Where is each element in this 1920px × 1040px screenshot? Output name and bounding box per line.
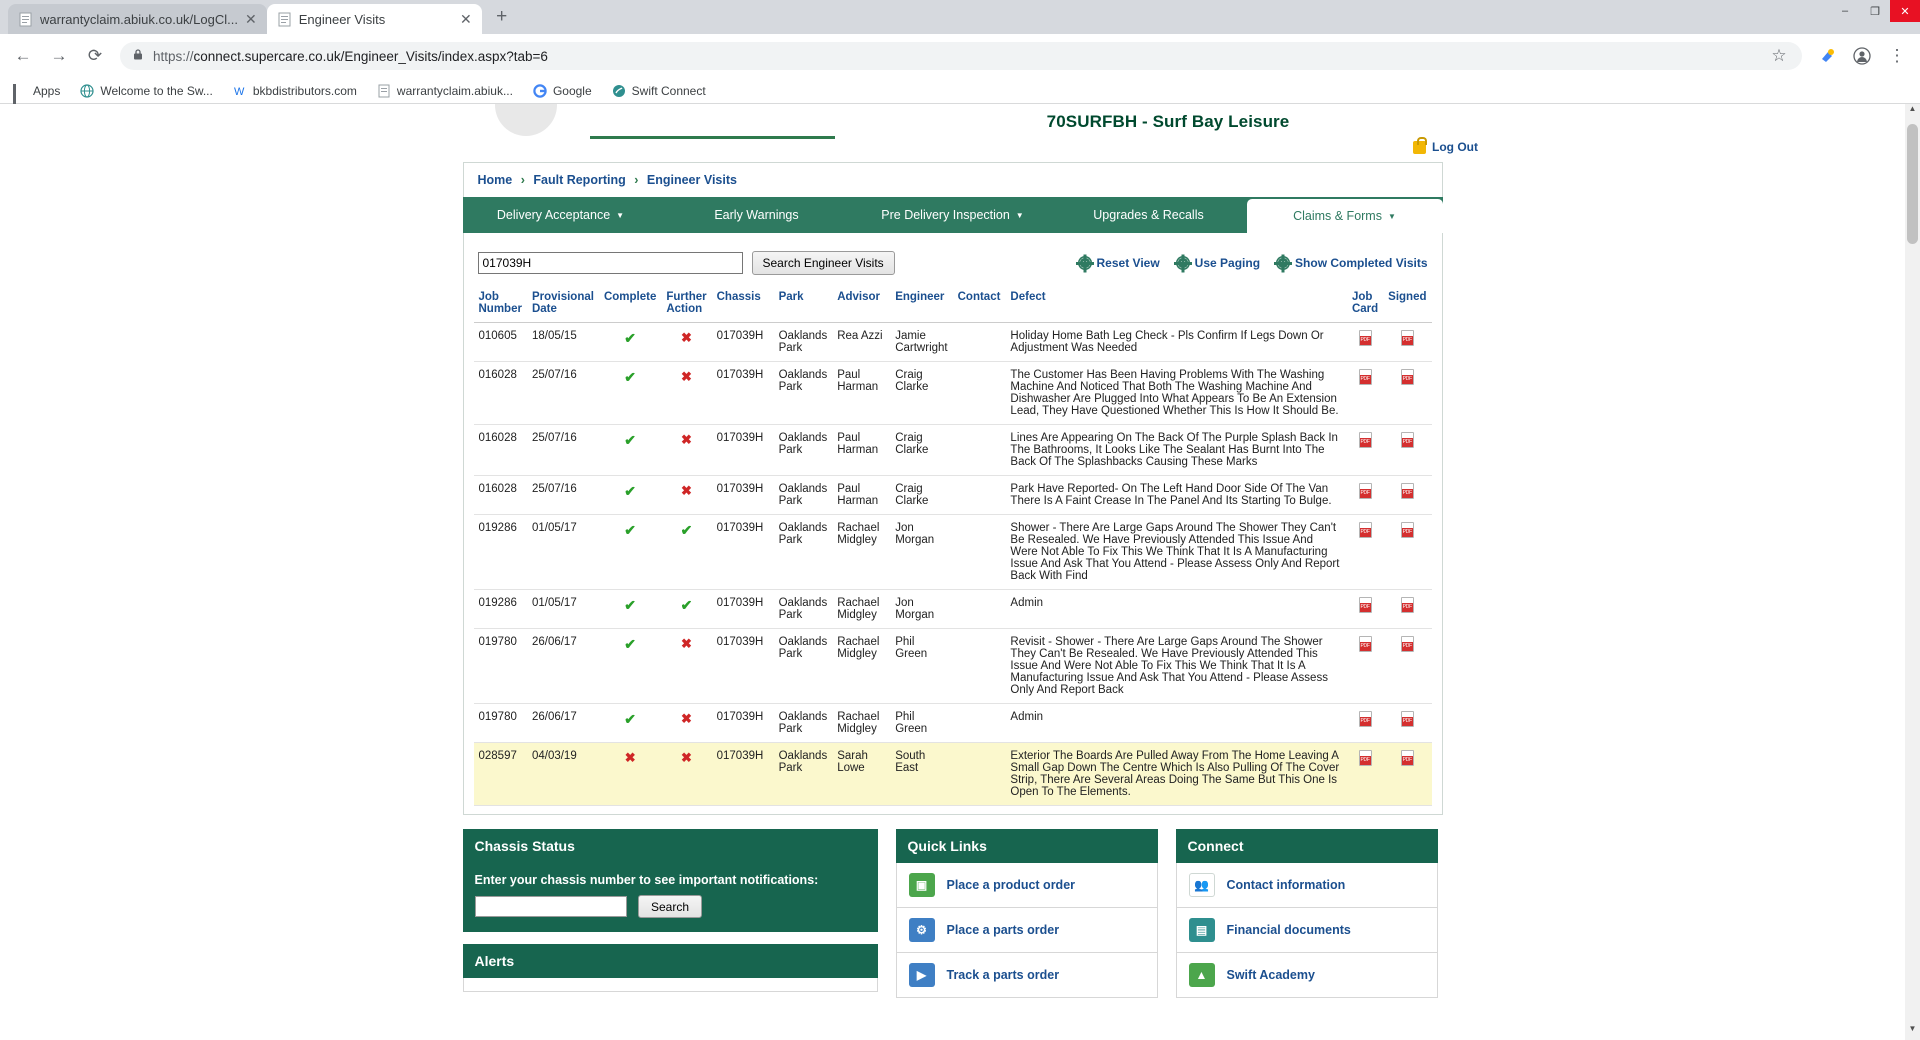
cell-defect: Holiday Home Bath Leg Check - Pls Confirm If Legs Down Or Adjustment Was Needed: [1005, 323, 1347, 362]
cell-job-card[interactable]: [1347, 629, 1383, 704]
breadcrumb-separator: ›: [520, 173, 525, 187]
quick-link-place-parts-order[interactable]: [896, 908, 1158, 953]
bookmark-label: warrantyclaim.abiuk...: [396, 83, 513, 98]
bookmark-apps[interactable]: [13, 84, 60, 98]
tick-icon: ✔: [624, 330, 637, 346]
chevron-down-icon: ▼: [1387, 211, 1396, 221]
cell-further-action: [661, 515, 711, 590]
cell-job-number: 016028: [474, 362, 527, 425]
cell-contact: [953, 743, 1006, 806]
bookmark-label: Google: [552, 83, 592, 98]
chassis-status-body: [463, 863, 878, 932]
tick-icon: ✔: [624, 369, 637, 385]
browser-tab-1[interactable]: [8, 4, 267, 34]
page-viewport: [0, 104, 1920, 1040]
cell-advisor: Paul Harman: [832, 476, 890, 515]
cell-job-number: 019286: [474, 590, 527, 629]
gear-icon: [1176, 256, 1190, 270]
pdf-icon[interactable]: [1359, 483, 1372, 499]
cell-complete: [599, 704, 661, 743]
breadcrumb-fault-reporting[interactable]: Fault Reporting: [533, 173, 626, 187]
cell-chassis: 017039H: [712, 515, 774, 590]
scrollbar-thumb[interactable]: [1907, 124, 1918, 244]
cell-date: 25/07/16: [527, 362, 599, 425]
pdf-icon[interactable]: [1401, 483, 1414, 499]
browser-menu-icon[interactable]: ⋮: [1888, 46, 1906, 65]
cell-defect: Admin: [1005, 704, 1347, 743]
quick-link-place-product-order[interactable]: [896, 863, 1158, 908]
cell-chassis: 017039H: [712, 704, 774, 743]
pdf-icon[interactable]: [1401, 522, 1414, 538]
cell-job-number: 016028: [474, 476, 527, 515]
cell-contact: [953, 323, 1006, 362]
tab-early-warnings[interactable]: [659, 197, 855, 233]
cell-signed[interactable]: [1383, 323, 1431, 362]
gear-icon: [1078, 256, 1092, 270]
page-scrollbar[interactable]: [1905, 104, 1920, 1040]
cell-engineer: Phil Green: [890, 629, 952, 704]
cross-icon: ✖: [681, 711, 692, 726]
pdf-icon[interactable]: [1401, 432, 1414, 448]
table-row[interactable]: [474, 323, 1432, 362]
cell-defect: The Customer Has Been Having Problems With The Washing Machine And Noticed That Both The Washing Machine And Dishwasher Are Plugged Into What Appears To Be An Extension Lead, They Have Questioned Whether This Is How It Should Be.: [1005, 362, 1347, 425]
minimize-button[interactable]: –: [1830, 0, 1860, 22]
bookmark-warrantyclaim[interactable]: [377, 84, 513, 98]
quick-link-label: Place a parts order: [946, 923, 1060, 937]
table-row[interactable]: [474, 704, 1432, 743]
bookmark-label: Welcome to the Sw...: [100, 83, 213, 98]
tick-icon: ✔: [680, 597, 693, 613]
connect-link-swift-academy[interactable]: [1176, 953, 1438, 998]
cross-icon: ✖: [681, 432, 692, 447]
alerts-body: [463, 978, 878, 992]
pdf-icon[interactable]: [1359, 711, 1372, 727]
connect-link-financial-documents[interactable]: [1176, 908, 1438, 953]
cell-defect: Exterior The Boards Are Pulled Away From The Home Leaving A Small Gap Down The Centre Which Is Also Pulling Of The Cover Strip, There Are Several Areas Doing The Same But This One Is Open To The Elements.: [1005, 743, 1347, 806]
cell-job-number: 016028: [474, 425, 527, 476]
address-bar-text: [153, 49, 548, 64]
cell-contact: [953, 515, 1006, 590]
browser-tab-2-label: Engineer Visits: [298, 11, 386, 27]
scroll-down-arrow[interactable]: ▼: [1908, 1024, 1917, 1033]
documents-icon: ▤: [1189, 918, 1215, 942]
cell-engineer: South East: [890, 743, 952, 806]
page-content: [0, 104, 1905, 998]
col-provisional-date[interactable]: Provisional Date: [527, 287, 599, 323]
tick-icon: ✔: [680, 522, 693, 538]
site-logo: [495, 104, 557, 136]
swift-icon: [612, 84, 626, 98]
tick-icon: ✔: [624, 711, 637, 727]
tab-label: Delivery Acceptance: [496, 208, 611, 222]
cell-date: 18/05/15: [527, 323, 599, 362]
connect-card: [1176, 829, 1438, 998]
cell-further-action: [661, 704, 711, 743]
bookmark-google[interactable]: [533, 84, 592, 98]
connect-link-label: Swift Academy: [1226, 968, 1315, 982]
alerts-title: Alerts: [463, 944, 878, 978]
academy-icon: ▲: [1189, 963, 1215, 987]
cell-engineer: Craig Clarke: [890, 476, 952, 515]
cell-signed[interactable]: [1383, 629, 1431, 704]
globe-icon: [80, 84, 94, 98]
cell-job-number: 019286: [474, 515, 527, 590]
tick-icon: ✔: [624, 432, 637, 448]
tab-label: Pre Delivery Inspection: [881, 208, 1010, 222]
col-contact[interactable]: Contact: [953, 287, 1006, 323]
breadcrumb: [463, 162, 1443, 197]
bookmark-bkbdistributors[interactable]: [233, 84, 357, 98]
browser-tab-2[interactable]: [267, 4, 482, 34]
cross-icon: ✖: [681, 750, 692, 765]
reset-view-label: Reset View: [1096, 256, 1160, 270]
cell-signed[interactable]: [1383, 476, 1431, 515]
cell-contact: [953, 629, 1006, 704]
cell-park: Oaklands Park: [774, 476, 833, 515]
chevron-down-icon: ▼: [1015, 210, 1024, 220]
close-window-button[interactable]: ✕: [1890, 0, 1920, 22]
forward-icon[interactable]: →: [50, 46, 68, 65]
browser-chrome: [0, 0, 1920, 104]
quick-link-label: Place a product order: [946, 878, 1076, 892]
scroll-up-arrow[interactable]: ▲: [1908, 104, 1917, 113]
cell-engineer: Craig Clarke: [890, 425, 952, 476]
pdf-icon[interactable]: [1401, 369, 1414, 385]
pdf-icon[interactable]: [1401, 711, 1414, 727]
back-icon[interactable]: ←: [14, 46, 32, 65]
cell-date: 26/06/17: [527, 704, 599, 743]
table-body: [474, 323, 1432, 806]
cell-park: Oaklands Park: [774, 515, 833, 590]
cell-chassis: 017039H: [712, 362, 774, 425]
pdf-icon[interactable]: [1359, 636, 1372, 652]
pdf-icon[interactable]: [1401, 636, 1414, 652]
tick-icon: ✔: [624, 483, 637, 499]
col-engineer[interactable]: Engineer: [890, 287, 952, 323]
w-icon: [233, 84, 247, 98]
cell-job-card[interactable]: [1347, 704, 1383, 743]
cell-complete: [599, 425, 661, 476]
cross-icon: ✖: [681, 483, 692, 498]
logout-link[interactable]: [858, 140, 1478, 154]
cell-further-action: [661, 629, 711, 704]
cell-advisor: Rachael Midgley: [832, 515, 890, 590]
cell-job-number: 028597: [474, 743, 527, 806]
tab-label: Upgrades & Recalls: [1093, 208, 1204, 222]
cell-defect: Shower - There Are Large Gaps Around The Shower They Can't Be Resealed. We Have Previously Attended This Issue And Were Not Able To Fix This We Think That It Is A Manufacturing Issue And Ask That You Attend - Please Assess Only And Report Back With Find: [1005, 515, 1347, 590]
cell-park: Oaklands Park: [774, 425, 833, 476]
main-panel: [463, 162, 1443, 815]
tab-close-icon[interactable]: ✕: [459, 11, 472, 27]
quick-links-title: Quick Links: [896, 829, 1158, 863]
cell-signed[interactable]: [1383, 515, 1431, 590]
cell-park: Oaklands Park: [774, 323, 833, 362]
chassis-search-button[interactable]: Search: [638, 895, 702, 918]
cell-contact: [953, 704, 1006, 743]
col-park[interactable]: Park: [774, 287, 833, 323]
col-signed[interactable]: Signed: [1383, 287, 1431, 323]
col-complete[interactable]: Complete: [599, 287, 661, 323]
cell-engineer: Jon Morgan: [890, 515, 952, 590]
cell-contact: [953, 425, 1006, 476]
cell-chassis: 017039H: [712, 476, 774, 515]
reload-icon[interactable]: ⟳: [87, 46, 103, 65]
bookmark-swift-connect[interactable]: [612, 84, 706, 98]
col-job-number[interactable]: Job Number: [474, 287, 527, 323]
tab-label: Claims & Forms: [1293, 209, 1382, 223]
quick-links-card: [896, 829, 1158, 998]
page-icon: [18, 12, 33, 27]
cross-icon: ✖: [681, 330, 692, 345]
cell-job-card[interactable]: [1347, 476, 1383, 515]
cell-signed[interactable]: [1383, 362, 1431, 425]
pdf-icon[interactable]: [1401, 330, 1414, 346]
cell-further-action: [661, 425, 711, 476]
pdf-icon[interactable]: [1359, 750, 1372, 766]
page-title: 70SURFBH - Surf Bay Leisure: [1046, 112, 1290, 131]
table-row[interactable]: [474, 743, 1432, 806]
search-engineer-visits-button[interactable]: Search Engineer Visits: [752, 251, 895, 275]
cell-complete: [599, 590, 661, 629]
cross-icon: ✖: [681, 369, 692, 384]
use-paging-label: Use Paging: [1194, 256, 1261, 270]
use-paging-button[interactable]: [1176, 256, 1260, 270]
col-defect[interactable]: Defect: [1005, 287, 1347, 323]
show-completed-visits-button[interactable]: [1276, 256, 1427, 270]
cell-advisor: Rachael Midgley: [832, 590, 890, 629]
cell-job-number: 010605: [474, 323, 527, 362]
cell-defect: Lines Are Appearing On The Back Of The Purple Splash Back In The Bathrooms, It Looks Like The Sealant Has Burnt Into The Back Of The Splashbacks Causing These Marks: [1005, 425, 1347, 476]
col-further-action[interactable]: Further Action: [661, 287, 711, 323]
table-row[interactable]: [474, 362, 1432, 425]
cell-defect: Revisit - Shower - There Are Large Gaps Around The Shower They Can't Be Resealed. We Have Previously Attended This Issue And Were Not Able To Fix This We Think That It Is A Manufacturing Issue And Ask That You Attend - Please Assess Only And Report Back: [1005, 629, 1347, 704]
cell-signed[interactable]: [1383, 704, 1431, 743]
cell-date: 01/05/17: [527, 590, 599, 629]
cell-advisor: Rea Azzi: [832, 323, 890, 362]
connect-link-label: Financial documents: [1226, 923, 1351, 937]
connect-title: Connect: [1176, 829, 1438, 863]
cross-icon: ✖: [681, 636, 692, 651]
cell-signed[interactable]: [1383, 425, 1431, 476]
bookmark-label: Apps: [33, 83, 61, 98]
toolbar-right: [1816, 45, 1908, 67]
cell-park: Oaklands Park: [774, 743, 833, 806]
extension-icon[interactable]: [1816, 45, 1838, 67]
cell-contact: [953, 590, 1006, 629]
tick-icon: ✔: [624, 636, 637, 652]
cell-complete: [599, 323, 661, 362]
cell-chassis: 017039H: [712, 629, 774, 704]
main-tab-bar: [463, 197, 1443, 233]
engineer-visits-table: [474, 287, 1432, 806]
cell-further-action: [661, 476, 711, 515]
breadcrumb-home[interactable]: Home: [477, 173, 513, 187]
cell-chassis: 017039H: [712, 743, 774, 806]
track-order-icon: ▶: [909, 963, 935, 987]
apps-grid-icon: [13, 84, 27, 98]
cell-defect: Admin: [1005, 590, 1347, 629]
cell-engineer: Phil Green: [890, 704, 952, 743]
bookmark-welcome[interactable]: [80, 84, 213, 98]
tick-icon: ✔: [624, 522, 637, 538]
chassis-search-input[interactable]: [475, 896, 627, 917]
tab-strip: [0, 0, 1920, 34]
cell-complete: [599, 476, 661, 515]
cell-further-action: [661, 590, 711, 629]
bookmark-label: bkbdistributors.com: [252, 83, 357, 98]
cell-date: 25/07/16: [527, 476, 599, 515]
search-input[interactable]: [478, 252, 743, 274]
cell-job-number: 019780: [474, 704, 527, 743]
cell-advisor: Paul Harman: [832, 362, 890, 425]
profile-avatar-icon[interactable]: [1851, 45, 1873, 67]
product-order-icon: ▣: [909, 873, 935, 897]
cell-chassis: 017039H: [712, 425, 774, 476]
cell-park: Oaklands Park: [774, 590, 833, 629]
cell-advisor: Rachael Midgley: [832, 629, 890, 704]
logo-underline: [590, 136, 835, 139]
table-row[interactable]: [474, 629, 1432, 704]
col-job-card[interactable]: Job Card: [1347, 287, 1383, 323]
show-completed-label: Show Completed Visits: [1295, 256, 1428, 270]
bottom-panels: [463, 829, 1443, 998]
connect-link-label: Contact information: [1226, 878, 1346, 892]
cell-date: 26/06/17: [527, 629, 599, 704]
pdf-icon[interactable]: [1359, 432, 1372, 448]
pdf-icon[interactable]: [1401, 750, 1414, 766]
cell-further-action: [661, 743, 711, 806]
engineer-visits-section: [463, 233, 1443, 815]
cell-park: Oaklands Park: [774, 362, 833, 425]
quick-link-label: Track a parts order: [946, 968, 1060, 982]
reset-view-button[interactable]: [1078, 256, 1160, 270]
pdf-icon[interactable]: [1359, 597, 1372, 613]
parts-order-icon: ⚙: [909, 918, 935, 942]
cell-contact: [953, 362, 1006, 425]
table-row[interactable]: [474, 590, 1432, 629]
cell-chassis: 017039H: [712, 590, 774, 629]
cell-park: Oaklands Park: [774, 629, 833, 704]
connect-link-contact-information[interactable]: [1176, 863, 1438, 908]
cell-complete: [599, 743, 661, 806]
view-tools: [1078, 256, 1428, 270]
gear-icon: [1276, 256, 1290, 270]
cell-advisor: Paul Harman: [832, 425, 890, 476]
tab-pre-delivery-inspection[interactable]: [855, 197, 1051, 233]
cell-complete: [599, 515, 661, 590]
tab-close-icon[interactable]: ✕: [244, 11, 257, 27]
chassis-status-title: Chassis Status: [463, 829, 878, 863]
cell-job-card[interactable]: [1347, 743, 1383, 806]
new-tab-button[interactable]: +: [496, 6, 508, 27]
svg-text:W: W: [233, 85, 245, 98]
table-header-row: [474, 287, 1432, 323]
cell-engineer: Jamie Cartwright: [890, 323, 952, 362]
chevron-down-icon: ▼: [616, 210, 625, 220]
pdf-icon[interactable]: [1359, 522, 1372, 538]
pdf-icon[interactable]: [1359, 330, 1372, 346]
col-advisor[interactable]: Advisor: [832, 287, 890, 323]
cell-job-card[interactable]: [1347, 515, 1383, 590]
table-row[interactable]: [474, 476, 1432, 515]
breadcrumb-engineer-visits[interactable]: Engineer Visits: [646, 173, 737, 187]
table-row[interactable]: [474, 515, 1432, 590]
padlock-icon: [1413, 141, 1426, 154]
quick-link-track-parts-order[interactable]: [896, 953, 1158, 998]
logout-label: Log Out: [1432, 140, 1478, 154]
left-column: [463, 829, 878, 998]
alerts-card: [463, 944, 878, 992]
cell-advisor: Sarah Lowe: [832, 743, 890, 806]
chassis-status-card: [463, 829, 878, 932]
cell-complete: [599, 629, 661, 704]
breadcrumb-separator: ›: [634, 173, 639, 187]
url-scheme: https://: [153, 48, 194, 64]
cell-engineer: Jon Morgan: [890, 590, 952, 629]
cell-date: 25/07/16: [527, 425, 599, 476]
contacts-icon: 👥: [1189, 873, 1215, 897]
tab-upgrades-recalls[interactable]: [1051, 197, 1247, 233]
cell-date: 01/05/17: [527, 515, 599, 590]
tab-label: Early Warnings: [714, 208, 799, 222]
address-bar[interactable]: [120, 42, 1802, 70]
cell-job-card[interactable]: [1347, 323, 1383, 362]
cell-job-card[interactable]: [1347, 425, 1383, 476]
google-icon: [533, 84, 547, 98]
maximize-button[interactable]: ❐: [1860, 0, 1890, 22]
cross-icon: ✖: [624, 750, 636, 765]
cell-park: Oaklands Park: [774, 704, 833, 743]
bookmarks-bar: [0, 78, 1920, 104]
cell-further-action: [661, 323, 711, 362]
bookmark-star-icon[interactable]: ☆: [1771, 46, 1787, 65]
window-controls: [1830, 0, 1920, 22]
cell-signed[interactable]: [1383, 743, 1431, 806]
col-chassis[interactable]: Chassis: [712, 287, 774, 323]
chassis-prompt: Enter your chassis number to see important notifications:: [474, 873, 819, 887]
cell-job-number: 019780: [474, 629, 527, 704]
cell-signed[interactable]: [1383, 590, 1431, 629]
cell-chassis: 017039H: [712, 323, 774, 362]
cell-contact: [953, 476, 1006, 515]
cell-advisor: Rachael Midgley: [832, 704, 890, 743]
cell-job-card[interactable]: [1347, 590, 1383, 629]
cell-complete: [599, 362, 661, 425]
page-icon: [277, 12, 292, 27]
lock-icon: [132, 48, 144, 64]
browser-tab-1-label: warrantyclaim.abiuk.co.uk/LogCl...: [40, 11, 238, 27]
cell-defect: Park Have Reported- On The Left Hand Door Side Of The Van There Is A Faint Crease In The Panel And Its Starting To Bulge.: [1005, 476, 1347, 515]
tick-icon: ✔: [624, 597, 637, 613]
bookmark-label: Swift Connect: [631, 83, 706, 98]
pdf-icon[interactable]: [1359, 369, 1372, 385]
page-icon: [377, 84, 391, 98]
url-rest: connect.supercare.co.uk/Engineer_Visits/index.aspx?tab=6: [193, 48, 548, 64]
cell-engineer: Craig Clarke: [890, 362, 952, 425]
navigation-bar: [0, 34, 1920, 78]
table-row[interactable]: [474, 425, 1432, 476]
tab-delivery-acceptance[interactable]: [463, 197, 659, 233]
cell-date: 04/03/19: [527, 743, 599, 806]
pdf-icon[interactable]: [1401, 597, 1414, 613]
cell-job-card[interactable]: [1347, 362, 1383, 425]
search-toolbar: [474, 245, 1432, 287]
cell-further-action: [661, 362, 711, 425]
tab-claims-forms[interactable]: [1247, 199, 1443, 233]
